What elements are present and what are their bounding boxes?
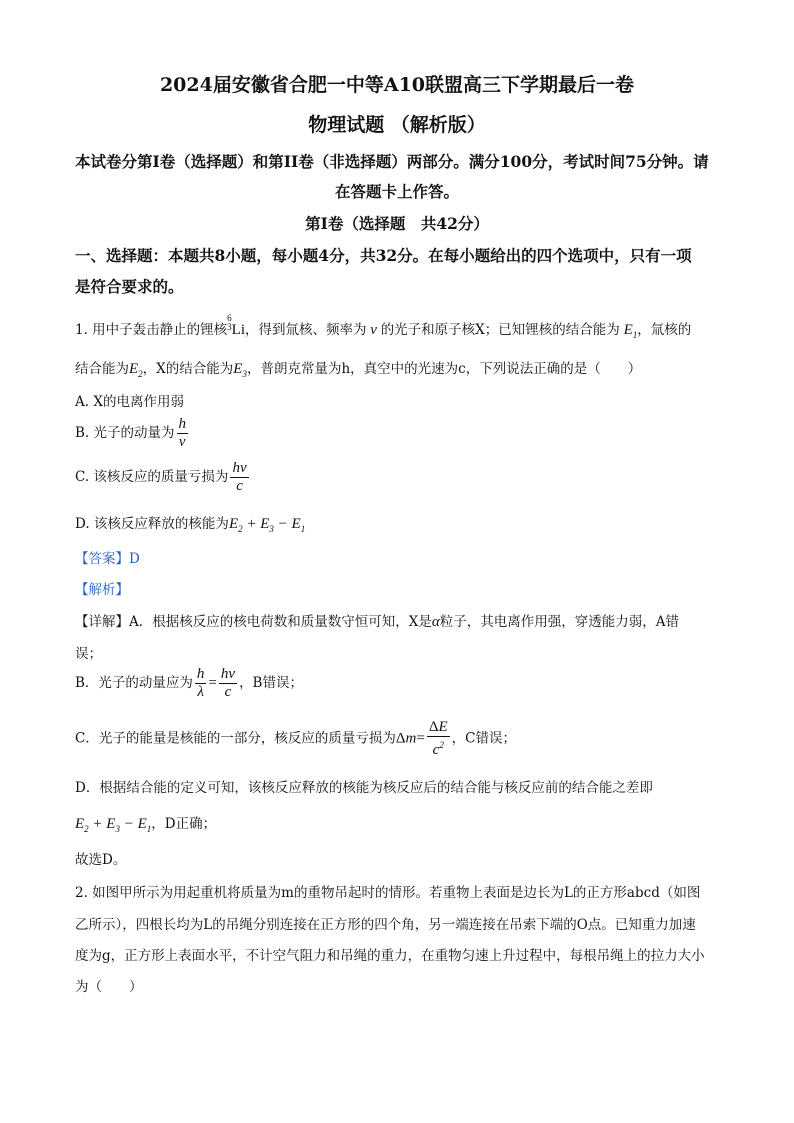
symbol-e1: $E_1$ [619, 322, 638, 340]
equals-sign: = [208, 675, 217, 691]
formula-h-over-nu: $\frac{h}{\nu}$ [178, 416, 187, 450]
q1-stem-part-c: 的光子和原子核X；已知锂核的结合能为 [380, 322, 620, 338]
q1-detail-1-part-b: 粒子，其电离作用强，穿透能力弱，A错 [439, 614, 679, 630]
section-1-line-2: 是符合要求的。 [75, 277, 184, 296]
formula-hnu-over-c: $\frac{h\nu}{c}$ [232, 460, 247, 494]
q1-stem-part-d: ，氚核的 [637, 322, 692, 338]
delta-m-symbol: Δm= [395, 730, 425, 747]
q1-detail-line-1 [75, 610, 679, 631]
formula-e2-plus-e3-minus-e1-2: $E_2 + E_3 - E_1$ [75, 816, 152, 834]
q1-stem-part-a: 1. 用中子轰击静止的锂核 [75, 322, 228, 338]
formula-delta-e-over-c2: $\frac{\Delta E}{c^2}$ [428, 719, 448, 758]
notice-line-1: 本试卷分第I卷（选择题）和第II卷（非选择题）两部分。满分100分，考试时间75分钟。请 [75, 152, 709, 171]
q2-line-4: 为（ ） [75, 979, 143, 995]
q1-option-c-text: C. 该核反应的质量亏损为 [75, 469, 229, 485]
q1-stem-part-b: ，得到氚核、频率为 [245, 322, 367, 338]
q1-option-d [75, 512, 305, 534]
formula-hnu-over-c-2: $\frac{h\nu}{c}$ [220, 666, 236, 700]
symbol-e2: $E_2$ [129, 361, 143, 379]
q1-stem2-part-c: ，普朗克常量为h，真空中的光速为c，下列说法正确的是（ ） [246, 361, 642, 377]
q1-stem-line-1 [75, 314, 691, 340]
q1-detail-b-part-b: ，B错误； [239, 675, 303, 691]
frequency-symbol: ν [366, 322, 381, 338]
notice-line-2: 在答题卡上作答。 [334, 182, 459, 201]
formula-h-over-lambda: $\frac{h}{\lambda}$ [196, 666, 205, 700]
q1-stem2-part-b: ，X的结合能为 [142, 361, 234, 377]
q2-line-3: 度为g，正方形上表面水平，不计空气阻力和吊绳的重力，在重物匀速上升过程中，每根吊绳上的拉力大小 [75, 948, 705, 964]
q1-detail-b [75, 666, 303, 701]
lithium-nucleus-symbol: 6 3Li [227, 313, 246, 338]
q1-detail-b-part-a: B．光子的动量应为 [75, 675, 193, 691]
alpha-symbol: α [431, 614, 440, 630]
q1-answer-label: 【答案】D [75, 551, 140, 567]
page-subtitle: 物理试题 （解析版） [308, 114, 486, 136]
q1-detail-d-part-b: ，D正确； [151, 816, 217, 832]
q1-detail-c [75, 719, 516, 759]
q1-detail-d-line-2 [75, 812, 216, 834]
q1-option-b-text: B. 光子的动量为 [75, 425, 175, 441]
q1-detail-line-2: 误； [75, 646, 102, 662]
formula-e2-plus-e3-minus-e1: $E_2 + E_3 - E_1$ [228, 516, 306, 534]
q1-option-b [75, 416, 190, 451]
q1-detail-c-part-b: ，C错误； [451, 730, 516, 747]
q1-detail-c-part-a: C．光子的能量是核能的一部分，核反应的质量亏损为 [75, 730, 396, 747]
q1-detail-1-part-a: 【详解】A．根据核反应的核电荷数和质量数守恒可知，X是 [75, 614, 432, 630]
q2-line-2: 乙所示），四根长均为L的吊绳分别连接在正方形的四个角，另一端连接在吊索下端的O点。已知重力加速 [75, 917, 696, 933]
q1-option-a: A. X的电离作用弱 [75, 394, 184, 410]
q2-line-1: 2. 如图甲所示为用起重机将质量为m的重物吊起时的情形。若重物上表面是边长为L的正方形abcd（如图 [75, 885, 701, 901]
q1-option-d-text: D. 该核反应释放的核能为 [75, 516, 229, 532]
q1-analysis-label: 【解析】 [75, 582, 129, 598]
q1-conclusion: 故选D。 [75, 852, 127, 868]
q1-stem2-part-a: 结合能为 [75, 361, 129, 377]
part-1-heading: 第I卷（选择题 共42分） [305, 214, 489, 233]
q1-option-c [75, 460, 251, 495]
q1-detail-d-line-1: D．根据结合能的定义可知，该核反应释放的核能为核反应后的结合能与核反应前的结合能之差即 [75, 780, 653, 796]
page-title: 2024届安徽省合肥一中等A10联盟高三下学期最后一卷 [159, 74, 635, 96]
q1-stem-line-2 [75, 357, 641, 379]
symbol-e3: $E_3$ [233, 361, 247, 379]
section-1-line-1: 一、选择题：本题共8小题，每小题4分，共32分。在每小题给出的四个选项中，只有一项 [75, 246, 692, 265]
